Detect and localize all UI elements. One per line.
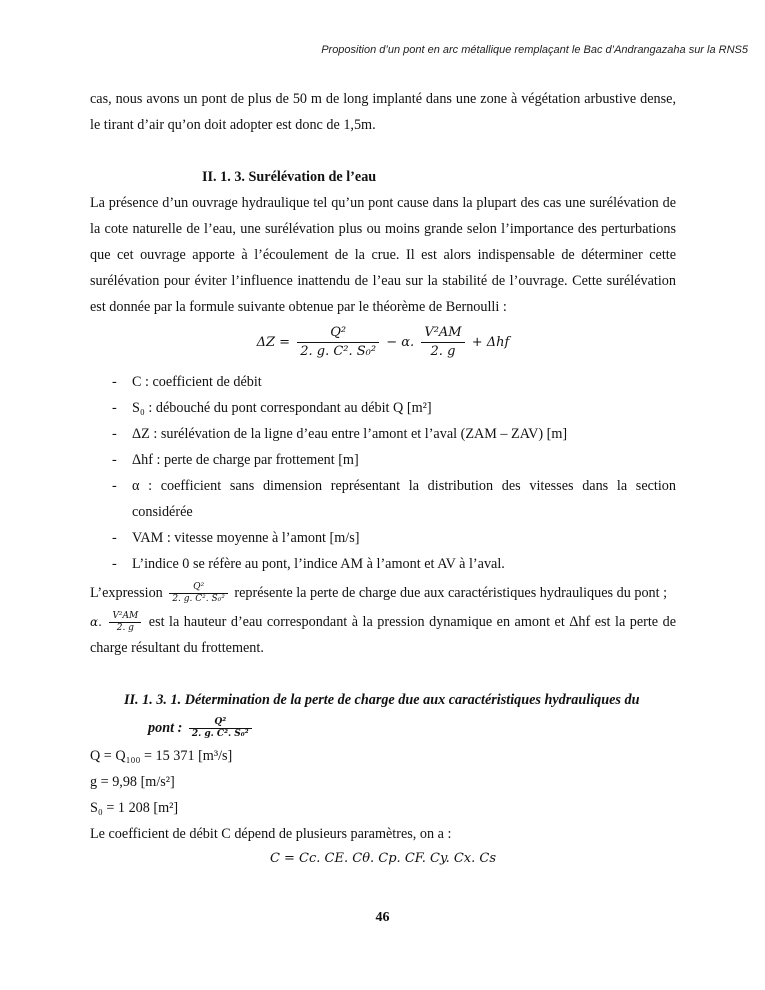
fraction-v-denominator: 2. g [430, 344, 456, 359]
list-item: - L’indice 0 se réfère au pont, l’indice AM à l’amont et AV à l’aval. [90, 551, 676, 577]
inline-fraction-v-numerator: V²AM [109, 611, 141, 623]
coefficient-formula: C = Cc. CE. Cθ. Cp. CF. Cy. Cx. Cs [269, 851, 497, 866]
fraction-q-denominator: 2. g. C². S₀² [300, 344, 377, 359]
running-header: Proposition d’un pont en arc métallique remplaçant le Bac d’Andrangazaha sur la RNS5 [321, 44, 748, 56]
subsection-fraction-denominator: 2. g. C². S₀² [191, 729, 249, 740]
subsection-title: II. 1. 3. 1. Détermination de la perte de charge due aux caractéristiques hydrauliques du [124, 692, 640, 708]
list-item: - Δhf : perte de charge par frottement [m] [90, 447, 676, 473]
subsection-fraction [189, 717, 252, 740]
definitions-list [90, 369, 676, 577]
list-item: - S₀ : débouché du pont correspondant au débit Q [m²] [90, 395, 676, 421]
inline-fraction-q [169, 582, 228, 605]
list-item: - α : coefficient sans dimension représentant la distribution des vitesses dans la section considérée [90, 473, 676, 525]
fraction-q-numerator: Q² [297, 324, 379, 343]
list-item: - C : coefficient de débit [90, 369, 676, 395]
subsection-title-continued [90, 713, 676, 743]
expression-pre: L’expression [90, 585, 163, 601]
formula-lhs: ΔZ = [256, 335, 291, 350]
expression-post: représente la perte de charge due aux caractéristiques hydrauliques du pont ; [234, 585, 668, 601]
expression-paragraph-2 [90, 609, 676, 661]
value-q: Q = Q₁₀₀ = 15 371 [m³/s] [90, 748, 233, 764]
value-g: g = 9,98 [m/s²] [90, 774, 175, 790]
value-s0: S₀ = 1 208 [m²] [90, 800, 179, 816]
section-paragraph: La présence d’un ouvrage hydraulique tel qu’un pont cause dans la plupart des cas une surélévation de la cote naturelle de l’eau, une surélévation plus ou moins grande selon l’importance des perturbations que cet ouvrage apporte à l’écoulement de la crue. Il est alors indispensable de déterminer cette surélévation pour éviter l’influence inattendu de l’eau sur la stabilité de l’ouvrage. Cette surélévation est donnée par la formule suivante obtenue par le théorème de Bernoulli : [90, 195, 676, 315]
inline-fraction-q-numerator: Q² [169, 582, 228, 594]
subsection-fraction-numerator: Q² [189, 717, 252, 729]
expression-paragraph-1 [90, 577, 676, 609]
fraction-v-numerator: V²AM [421, 324, 464, 343]
expression-2-post: est la hauteur d’eau correspondant à la pression dynamique en amont et Δhf est la perte de charge résultant du frottement. [90, 614, 677, 656]
formula-tail: + Δhf [471, 335, 510, 350]
inline-fraction-v-denominator: 2. g [116, 623, 134, 634]
formula-minus-alpha: − α. [386, 335, 415, 350]
page-content [90, 86, 676, 874]
page-number: 46 [375, 910, 390, 925]
list-item: - ΔZ : surélévation de la ligne d’eau entre l’amont et l’aval (ZAM – ZAV) [m] [90, 421, 676, 447]
fraction-v [421, 324, 464, 361]
inline-fraction-v [109, 611, 141, 634]
coefficient-text: Le coefficient de débit C dépend de plusieurs paramètres, on a : [90, 826, 452, 842]
subsection-title-pont: pont : [148, 720, 183, 736]
fraction-q [297, 324, 379, 361]
inline-fraction-q-denominator: 2. g. C². S₀² [172, 594, 225, 605]
list-item: - VAM : vitesse moyenne à l’amont [m/s] [90, 525, 676, 551]
alpha-symbol: α. [90, 615, 102, 629]
intro-paragraph: cas, nous avons un pont de plus de 50 m de long implanté dans une zone à végétation arbustive dense, le tirant d’air qu’on doit adopter est donc de 1,5m. [90, 91, 676, 133]
section-title: II. 1. 3. Surélévation de l’eau [202, 169, 377, 185]
bernoulli-formula [90, 324, 676, 361]
